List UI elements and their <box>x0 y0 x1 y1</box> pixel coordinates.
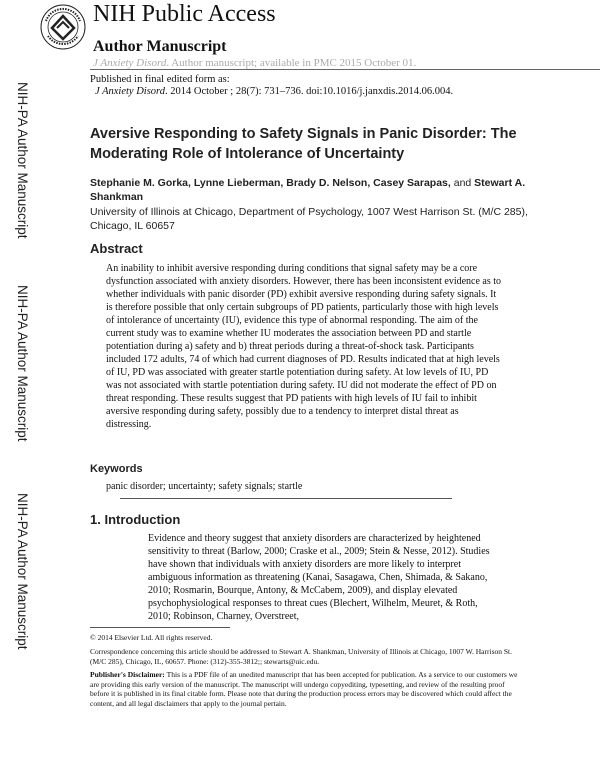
paper-title: Aversive Responding to Safety Signals in Panic Disorder: The Moderating Role of Intolerance of Uncertainty <box>90 126 517 162</box>
affiliation: University of Illinois at Chicago, Department of Psychology, 1007 West Harrison St. (M/C 285), Chicago, IL 60657 <box>90 206 528 232</box>
journal-name: J Anxiety Disord <box>93 57 167 69</box>
sidebar-label-2: NIH-PA Author Manuscript <box>15 285 30 442</box>
published-label: Published in final edited form as: <box>90 74 230 85</box>
keywords-heading: Keywords <box>90 463 143 475</box>
authors <box>90 176 570 204</box>
citation-line <box>95 86 453 97</box>
section-rule <box>120 498 452 499</box>
introduction-text: Evidence and theory suggest that anxiety disorders are characterized by heightened sensitivity to threat (Barlow, 2000; Craske et al., 2009; Stein & Nesse, 2012). Studies have shown that individuals with anxiety disorders are more likely to interpret ambiguous information as threatening (Kanai, Sasagawa, Chen, Shimada, & Sakano, 2010; Rosmarin, Bourque, Antony, & McCabem, 2009), and display elevated psychophysiological responses to threat cues (Blechert, Wilhelm, Meuret, & Roth, 2010; Robinson, Charney, Overstreet, <box>148 533 490 622</box>
nih-seal-icon <box>40 4 86 50</box>
availability-line <box>93 57 416 69</box>
authors-last: Stewart A. Shankman <box>90 177 526 203</box>
abstract-heading: Abstract <box>90 241 143 256</box>
citation-journal: J Anxiety Disord <box>95 86 165 97</box>
authors-main: Stephanie M. Gorka, Lynne Lieberman, Brady D. Nelson, Casey Sarapas, <box>90 177 454 189</box>
introduction-heading: 1. Introduction <box>90 512 181 527</box>
publisher-disclaimer <box>90 670 520 708</box>
abstract-text: An inability to inhibit aversive responding during conditions that signal safety may be a core dysfunction associated with anxiety disorders. However, there has been inconsistent evidence as to whether individuals with panic disorder (PD) exhibit aversive responding during safety signals. It is therefore possible that only certain subgroups of PD patients, particularly those with high levels of intolerance of uncertainty (IU), evidence this type of abnormal responding. The aim of the current study was to examine whether IU moderates the association between PD and startle potentiation during a) safety and b) threat periods during a threat-of-shock task. Participants included 172 adults, 74 of which had current diagnoses of PD. Results indicated that at high levels of IU, PD was associated with greater startle potentiation during safety. At low levels of IU, PD was not associated with startle potentiation during safety. IU did not moderate the effect of PD on threat responding. These results suggest that PD patients with high levels of IU fail to inhibit aversive responding during safety, possibly due to a tendency to interpret distal threat as distressing. <box>106 263 502 430</box>
correspondence-note: Correspondence concerning this article should be addressed to Stewart A. Shankman, University of Illinois at Chicago, 1007 W. Harrison St. (M/C 285), Chicago, IL, 60657. Phone: (312)-355-3812;; stewarts@uic.edu. <box>90 647 513 666</box>
availability-text: . Author manuscript; available in PMC 2015 October 01. <box>166 57 417 69</box>
nih-public-access-title: NIH Public Access <box>93 1 276 27</box>
sidebar-label-3: NIH-PA Author Manuscript <box>15 493 30 650</box>
authors-and: and <box>453 177 475 189</box>
disclaimer-text: This is a PDF file of an unedited manuscript that has been accepted for publication. As a service to our customers we are providing this early version of the manuscript. The manuscript will undergo copyediting, typesetting, and review of the resulting proof before it is published in its final citable form. Please note that during the production process errors may be discovered which could affect the content, and all legal disclaimers that apply to the journal pertain. <box>90 670 518 708</box>
keywords-text: panic disorder; uncertainty; safety signals; startle <box>106 481 303 492</box>
disclaimer-label: Publisher's Disclaimer: <box>90 670 167 679</box>
copyright-note: © 2014 Elsevier Ltd. All rights reserved. <box>90 633 213 642</box>
sidebar-label-1: NIH-PA Author Manuscript <box>15 82 30 239</box>
author-manuscript-label: Author Manuscript <box>93 38 227 55</box>
footnote-rule <box>90 627 230 628</box>
header-rule <box>90 69 600 70</box>
citation-text: . 2014 October ; 28(7): 731–736. doi:10.1016/j.janxdis.2014.06.004. <box>164 86 454 97</box>
